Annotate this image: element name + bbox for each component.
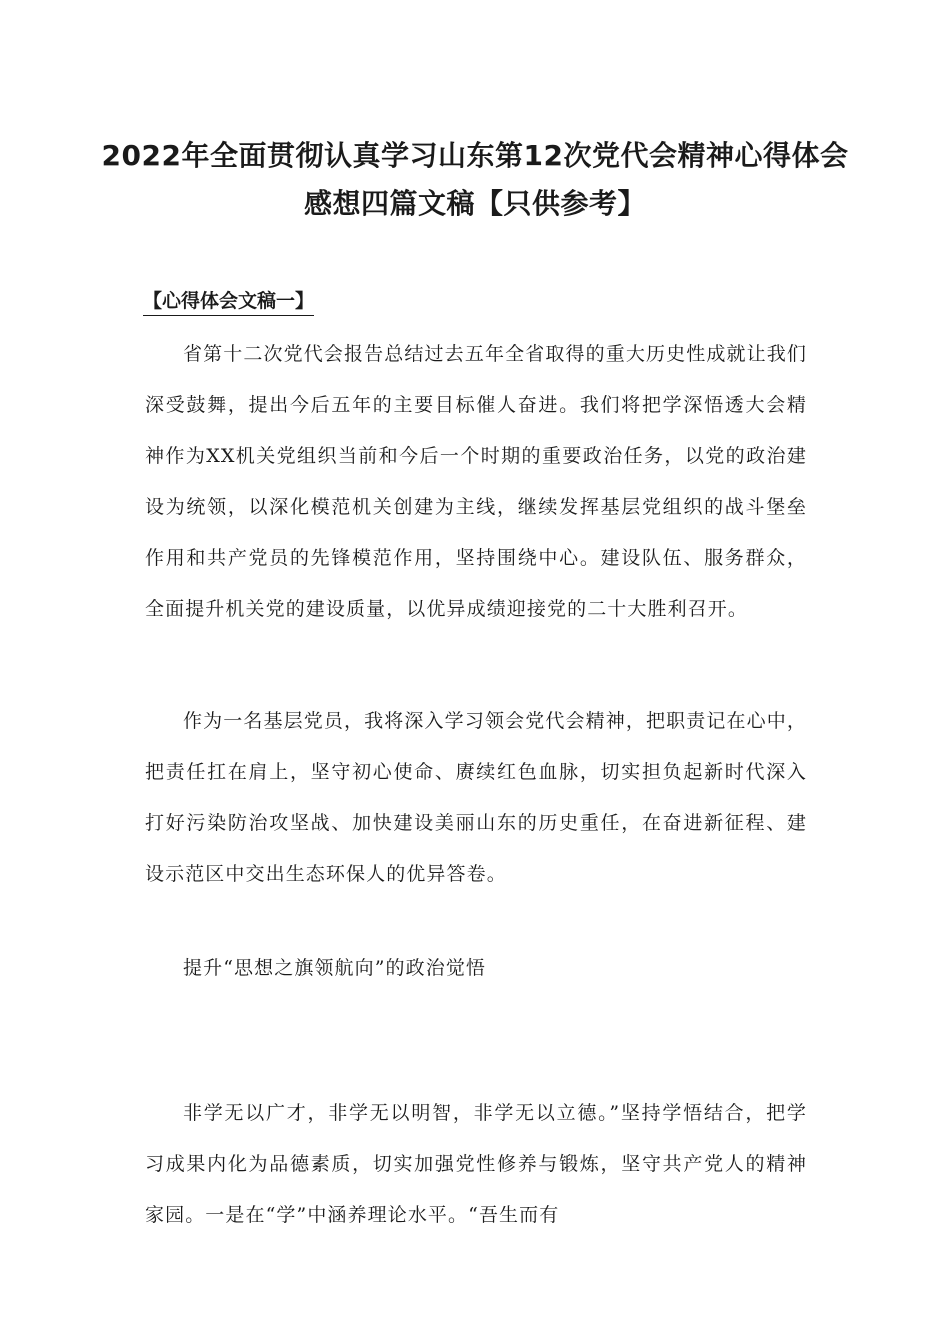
paragraph-2: 作为一名基层党员，我将深入学习领会党代会精神，把职责记在心中，把责任扛在肩上，坚守初心使命、赓续红色血脉，切实担负起新时代深入打好污染防治攻坚战、加快建设美丽山东的历史重任，在奋进新征程、建设示范区中交出生态环保人的优异答卷。 xyxy=(145,710,807,885)
section-heading: 【心得体会文稿一】 xyxy=(143,288,314,316)
subheading-paragraph: 提升“思想之旗领航向”的政治觉悟 xyxy=(183,957,487,979)
paragraph-1: 省第十二次党代会报告总结过去五年全省取得的重大历史性成就让我们深受鼓舞，提出今后五年的主要目标催人奋进。我们将把学深悟透大会精神作为XX机关党组织当前和今后一个时期的重要政治任务，以党的政治建设为统领，以深化模范机关创建为主线，继续发挥基层党组织的战斗堡垒作用和共产党员的先锋模范作用，坚持围绕中心。建设队伍、服务群众，全面提升机关党的建设质量，以优异成绩迎接党的二十大胜利召开。 xyxy=(145,343,807,620)
paragraph-4: 非学无以广才，非学无以明智，非学无以立德。”坚持学悟结合，把学习成果内化为品德素质，切实加强党性修养与锻炼，坚守共产党人的精神家园。一是在“学”中涵养理论水平。“吾生而有 xyxy=(145,1102,807,1226)
document-title: 2022年全面贯彻认真学习山东第12次党代会精神心得体会感想四篇文稿【只供参考】 xyxy=(101,139,849,220)
